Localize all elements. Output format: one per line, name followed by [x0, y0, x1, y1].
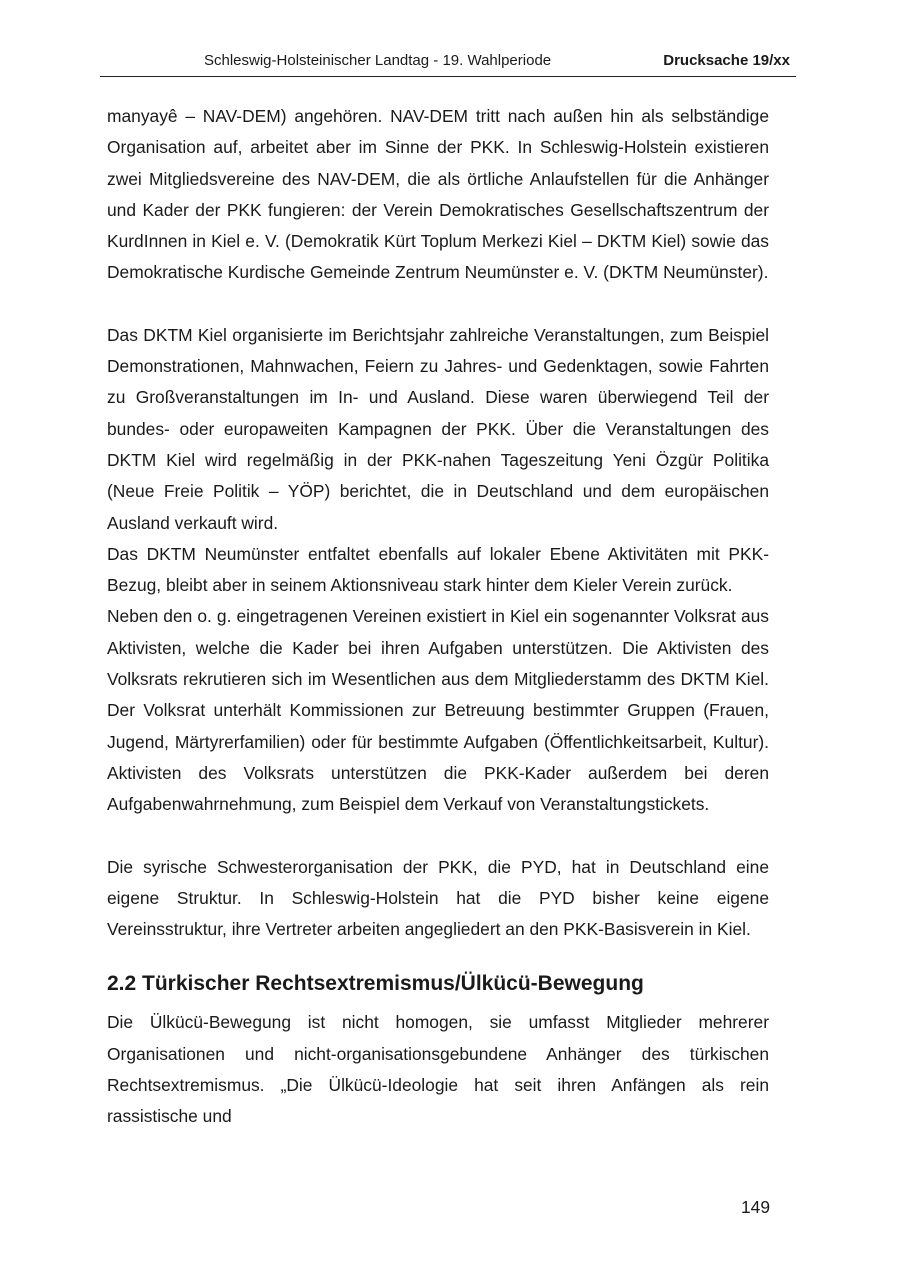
- page-number: 149: [740, 1197, 770, 1217]
- page-header: [100, 50, 796, 77]
- paragraph-gap: [107, 289, 769, 320]
- paragraph-dktm-neumuenster: Das DKTM Neumünster entfaltet ebenfalls auf lokaler Ebene Aktivitäten mit PKK-Bezug, bleibt aber in seinem Aktionsniveau stark hinter dem Kieler Verein zurück.: [107, 543, 769, 596]
- page-body: [107, 101, 769, 1133]
- paragraph-uelkuecue: Die Ülkücü-Bewegung ist nicht homogen, sie umfasst Mitglieder mehrerer Organisationen und nicht-organisationsgebundene Anhänger des türkischen Rechtsextremismus. „Die Ülkücü-Ideologie hat seit ihren Anfängen als rein rassistische und: [107, 1012, 769, 1127]
- section-heading: 2.2 Türkischer Rechtsextremismus/Ülkücü-Bewegung: [107, 972, 644, 996]
- paragraph-volksrat: Neben den o. g. eingetragenen Vereinen existiert in Kiel ein sogenannter Volksrat aus Aktivisten, welche die Kader bei ihren Aufgaben unterstützen. Die Aktivisten des Volksrats rekrutieren sich im Wesentlichen aus dem Mitgliederstamm des DKTM Kiel. Der Volksrat unterhält Kommissionen zur Betreuung bestimmter Gruppen (Frauen, Jugend, Märtyrerfamilien) oder für bestimmte Aufgaben (Öffentlichkeitsarbeit, Kultur). Aktivisten des Volksrats unterstützen die PKK-Kader außerdem bei deren Aufgabenwahrnehmung, zum Beispiel dem Verkauf von Veranstaltungstickets.: [107, 606, 769, 815]
- paragraph-nav-dem: manyayê – NAV-DEM) angehören. NAV-DEM tritt nach außen hin als selbständige Organisation auf, arbeitet aber im Sinne der PKK. In Schleswig-Holstein existieren zwei Mitgliedsvereine des NAV-DEM, die als örtliche Anlaufstellen für die Anhänger und Kader der PKK fungieren: der Verein Demokratisches Gesellschaftszentrum der KurdInnen in Kiel e. V. (Demokratik Kürt Toplum Merkezi Kiel – DKTM Kiel) sowie das Demokratische Kurdische Gemeinde Zentrum Neumünster e. V. (DKTM Neumünster).: [107, 106, 769, 283]
- document-number: Drucksache 19/xx: [663, 52, 790, 69]
- header-title: Schleswig-Holsteinischer Landtag - 19. Wahlperiode: [204, 52, 552, 69]
- paragraph-gap: [107, 821, 769, 852]
- paragraph-dktm-kiel: Das DKTM Kiel organisierte im Berichtsjahr zahlreiche Veranstaltungen, zum Beispiel Demonstrationen, Mahnwachen, Feiern zu Jahres- und Gedenktagen, sowie Fahrten zu Großveranstaltungen im In- und Ausland. Diese waren überwiegend Teil der bundes- oder europaweiten Kampagnen der PKK. Über die Veranstaltungen des DKTM Kiel wird regelmäßig in der PKK-nahen Tageszeitung Yeni Özgür Politika (Neue Freie Politik – YÖP) berichtet, die in Deutschland und dem europäischen Ausland verkauft wird.: [107, 324, 769, 533]
- paragraph-pyd: Die syrische Schwesterorganisation der PKK, die PYD, hat in Deutschland eine eigene Struktur. In Schleswig-Holstein hat die PYD bisher keine eigene Vereinsstruktur, ihre Vertreter arbeiten angegliedert an den PKK-Basisverein in Kiel.: [107, 856, 769, 940]
